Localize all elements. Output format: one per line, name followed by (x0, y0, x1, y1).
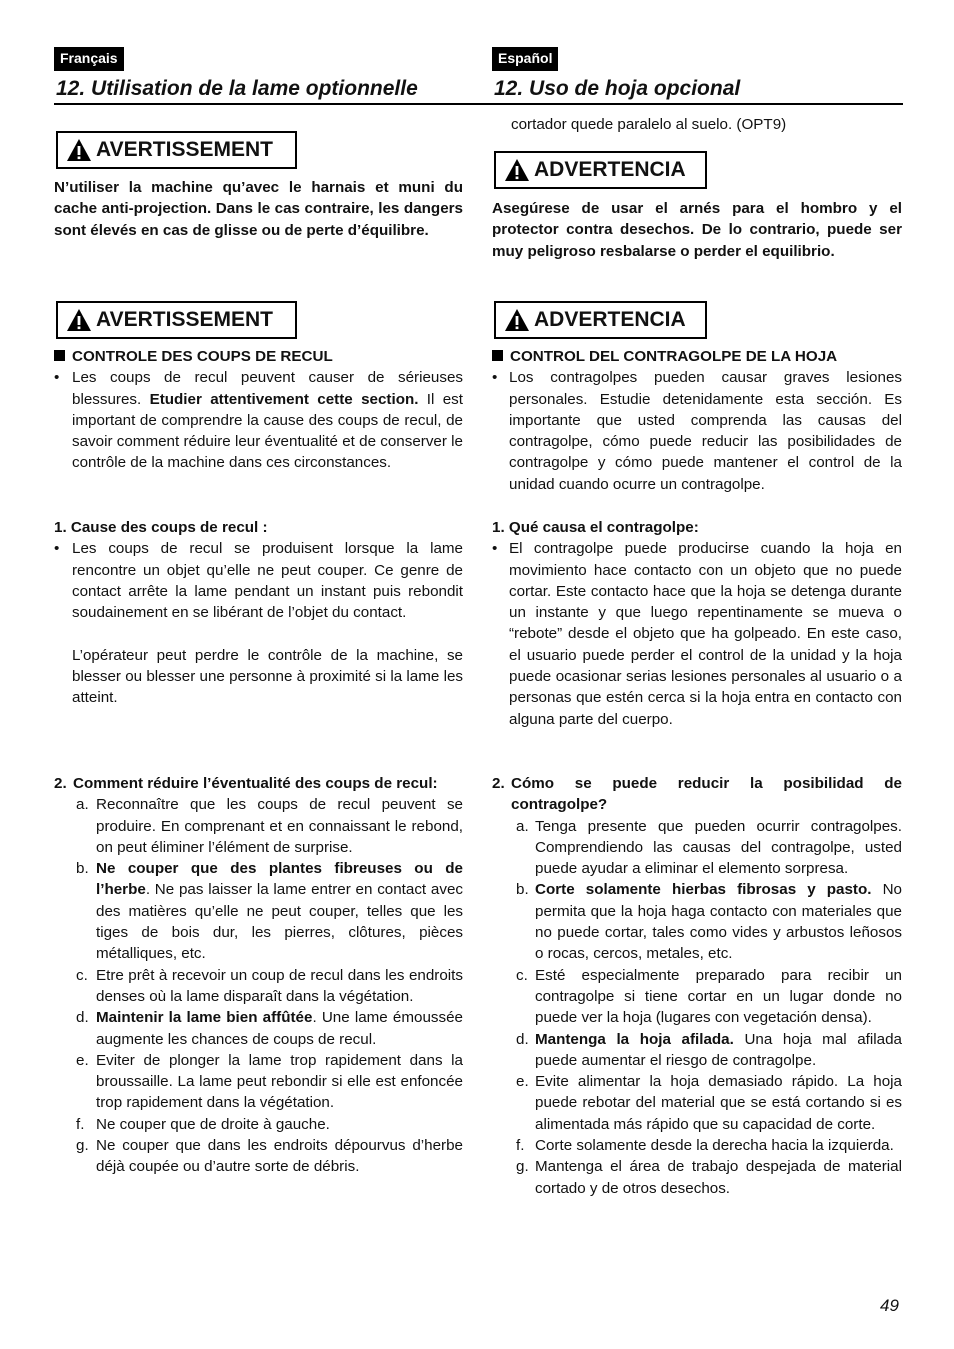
list-item: a. Reconnaître que les coups de recul peuvent se produire. En comprenant et en connaissant le rebond, on peut éliminer l’élément de surprise. (76, 796, 463, 856)
spanish-kickback-intro: • Los contragolpes pueden causar graves lesiones personales. Estudie detenidamente esta sección. Es importante que usted comprenda las causas del contragolpe, cómo puede reducir las posibilidades de contragolpe y cómo puede mantener el control de la unidad cuando ocurre un contragolpe. (492, 367, 902, 495)
spanish-reduce-section (492, 773, 902, 1199)
warning-triangle-icon (504, 158, 530, 182)
warning-box-spanish-2 (494, 301, 707, 339)
french-cause-section (54, 517, 463, 709)
square-bullet-icon (54, 350, 65, 361)
list-item: g. Ne couper que dans les endroits dépourvus d’herbe déjà coupée ou d’autre sorte de débris. (76, 1137, 463, 1176)
language-tag-french: Français (54, 47, 124, 71)
warning-triangle-icon (66, 308, 92, 332)
warning-triangle-icon (66, 138, 92, 162)
spanish-kickback-section (492, 346, 902, 495)
section-title-french: 12. Utilisation de la lame optionnelle (56, 77, 418, 100)
french-cause-paragraph: Les coups de recul se produisent lorsque la lame rencontre un objet qu’elle ne peut couper. Ce genre de contact arrête la lame pendant un instant puis rebondit soudainement en se libérant de l’objet du contact. (72, 540, 463, 622)
french-warning-text: N’utiliser la machine qu’avec le harnais et muni du cache anti-projection. Dans le cas contraire, les dangers sont élevés en cas de glisse ou de perte d’équilibre. (54, 179, 463, 239)
header-rule (54, 103, 903, 105)
spanish-kickback-heading: CONTROL DEL CONTRAGOLPE DE LA HOJA (492, 346, 902, 367)
warning-label: AVERTISSEMENT (96, 308, 273, 331)
french-reduce-heading: 2. Comment réduire l’éventualité des coups de recul: (54, 775, 438, 792)
list-item: e. Eviter de plonger la lame trop rapidement dans la broussaille. La lame peut rebondir si elle est enfoncée trop rapidement dans la végétation. (76, 1051, 463, 1112)
warning-triangle-icon (504, 308, 530, 332)
spanish-reduce-heading: 2. Cómo se puede reducir la posibilidad de contragolpe? (492, 775, 902, 814)
warning-label: AVERTISSEMENT (96, 138, 273, 161)
french-reduce-section (54, 773, 463, 1178)
bullet-icon: • (54, 369, 60, 387)
list-item: e. Evite alimentar la hoja demasiado rápido. La hoja puede rebotar del material que se está cortando si es alimentada más rápido que su capacidad de corte. (516, 1073, 902, 1133)
french-kickback-section (54, 346, 463, 474)
bullet-icon: • (492, 369, 498, 387)
list-item: a. Tenga presente que pueden ocurrir contragolpes. Comprendiendo las causas del contragolpe, usted puede ayudar a eliminar el elemento sorpresa. (516, 817, 902, 878)
page-number: 49 (880, 1296, 899, 1315)
spanish-cause-section (492, 517, 902, 730)
french-reduce-list (76, 794, 463, 1177)
warning-label: ADVERTENCIA (534, 308, 686, 331)
french-warning-text-block (54, 177, 463, 241)
spanish-warning-text-block (492, 198, 902, 262)
list-item: c. Esté especialmente preparado para recibir un contragolpe si tiene cortar en un lugar donde no puede ver la hoja (lugares con vegetación densa). (516, 966, 902, 1027)
list-item: f. Ne couper que de droite à gauche. (76, 1115, 330, 1133)
list-item: c. Etre prêt à recevoir un coup de recul dans les endroits denses où la lame disparaît dans la végétation. (76, 966, 463, 1005)
list-item: f. Corte solamente desde la derecha hacia la izquierda. (516, 1137, 894, 1155)
language-tag-spanish: Español (492, 47, 558, 71)
spanish-cause-paragraph: El contragolpe puede producirse cuando la hoja en movimiento hace contacto con un objeto que no puede cortar. Este contacto hace que la hoja se detenga durante un instante y que luego repentinamente se mueva o “rebote” desde el objeto que ha golpeado. En este caso, el usuario puede perder el control de la unidad y la hoja puede ocasionar serias lesiones personales al usuario o a personas que estén cerca si la hoja entra en contacto con alguna parte del cuerpo. (509, 540, 902, 728)
spanish-cause-heading: 1. Qué causa el contragolpe: (492, 519, 699, 536)
french-cause-paragraph-2: L’opérateur peut perdre le contrôle de la machine, se blesser ou blesser une personne à proximité si la lame les atteint. (72, 646, 463, 707)
spanish-continued-text: cortador quede paralelo al suelo. (OPT9) (511, 116, 787, 133)
list-item: g. Mantenga el área de trabajo despejada de material cortado y de otros desechos. (516, 1158, 902, 1197)
section-title-spanish: 12. Uso de hoja opcional (494, 77, 741, 100)
warning-label: ADVERTENCIA (534, 158, 686, 181)
spanish-warning-text: Asegúrese de usar el arnés para el hombro y el protector contra desechos. De lo contrario, puede ser muy peligroso resbalarse o perder el equilibrio. (492, 200, 902, 260)
list-item: b. Corte solamente hierbas fibrosas y pasto. No permita que la hoja haga contacto con materiales que no puede cortar, tales como vides y arbustos leñosos o rocas, cercos, metales, etc. (516, 881, 903, 963)
warning-box-french-1 (56, 131, 297, 169)
bullet-icon: • (492, 540, 498, 558)
french-cause-heading: 1. Cause des coups de recul : (54, 519, 268, 536)
spanish-reduce-list (516, 816, 902, 1199)
warning-box-french-2 (56, 301, 297, 339)
warning-box-spanish-1 (494, 151, 707, 189)
list-item: d. Mantenga la hoja afilada. Una hoja mal afilada puede aumentar el riesgo de contragolpe. (516, 1030, 902, 1069)
bullet-icon: • (54, 540, 60, 558)
list-item: b. Ne couper que des plantes fibreuses ou de l’herbe. Ne pas laisser la lame entrer en contact avec des matières qu’elle ne peut couper, telles que les tiges de bois dur, les pierres, clôtures, pièces métalliques, etc. (76, 860, 463, 963)
french-kickback-intro: • Les coups de recul peuvent causer de sérieuses blessures. Etudier attentivement cette section. Il est important de comprendre la cause des coups de recul, de savoir comment réduire leur éventualité et de conserver le contrôle de la machine dans ces circonstances. (54, 367, 463, 473)
list-item: d. Maintenir la lame bien affûtée. Une lame émoussée augmente les chances de coups de recul. (76, 1009, 463, 1048)
french-kickback-heading: CONTROLE DES COUPS DE RECUL (54, 346, 463, 367)
square-bullet-icon (492, 350, 503, 361)
